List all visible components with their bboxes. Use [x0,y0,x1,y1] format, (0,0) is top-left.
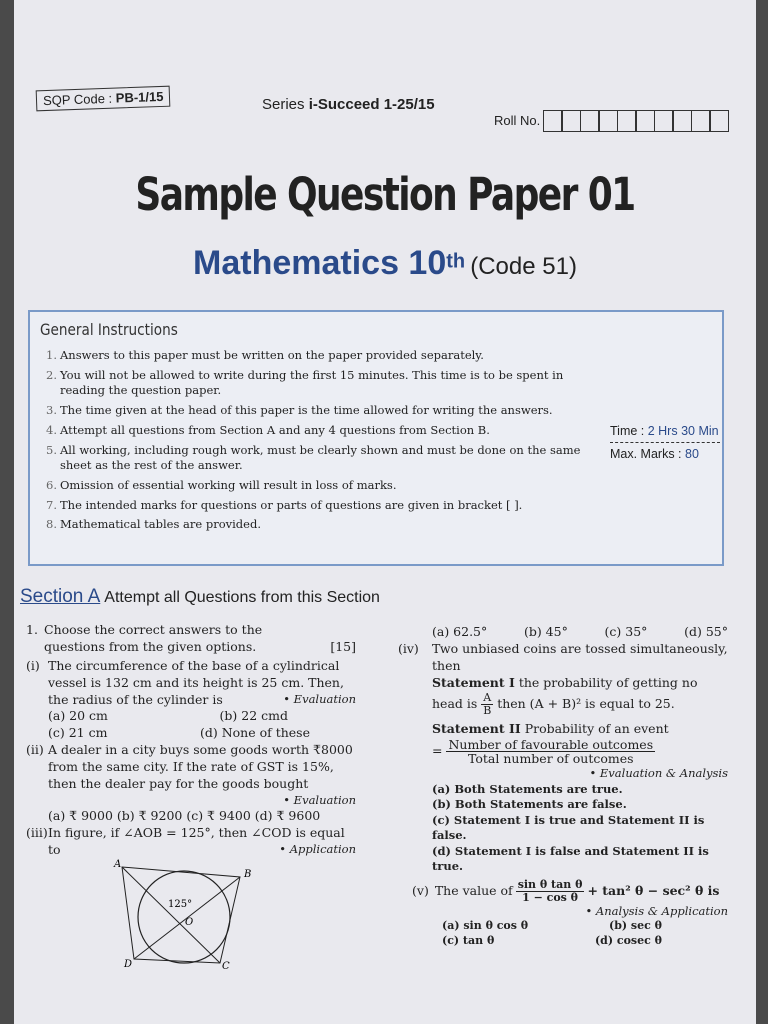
qv-frac-numerator: sin θ tan θ [517,877,583,891]
label-d: D [124,958,133,970]
label-a: A [114,858,122,870]
instruction-text: The time given at the head of this paper is the time allowed for writing the answers. [60,402,553,417]
qv-text: The value of [434,882,513,898]
roll-no-boxes[interactable] [544,110,729,132]
qiii-options [398,624,728,641]
angle-label: 125° [168,898,193,910]
left-column [26,622,356,971]
qi-text: The circumference of the base of a cylindrical vessel is 132 cm and its height is 25 cm. Then, the radius of the cylinder is [48,657,344,707]
prob-numerator: Number of favourable outcomes [448,736,654,752]
paper-subtitle [14,244,756,283]
qiii-option-a[interactable]: (a) 62.5° [432,624,488,639]
sqp-code-box [36,86,171,112]
qi-number: (i) [26,657,40,673]
probability-fraction [446,738,655,767]
series-prefix: Series [262,96,309,113]
instruction-text: Omission of essential working will result in loss of marks. [60,477,397,492]
section-a-heading [20,586,380,608]
series-value: i-Succeed 1-25/15 [308,96,435,113]
marks-label: Max. Marks : [610,447,686,461]
instruction-text: The intended marks for questions or parts of questions are given in bracket [ ]. [60,497,523,512]
time-line [610,424,720,438]
qv-option-b[interactable]: (b) sec θ [609,919,662,933]
instruction-number: 2. [46,367,57,382]
question-ii [26,742,356,825]
paper-title: Sample Question Paper 01 [135,168,635,221]
qi-option-b[interactable]: (b) 22 cmd [219,708,288,724]
qii-tag: • Evaluation [283,792,356,807]
qiv-statement-2 [432,721,728,738]
qv-number: (v) [412,882,429,898]
sqp-code-label: SQP Code : [42,90,117,109]
qv-frac-denominator: 1 − cos θ [522,890,579,904]
figure-quadrilateral [122,867,240,963]
instructions-list [46,348,606,537]
question-i [26,658,356,742]
frac-denominator: B [483,703,492,717]
subject-sup: th [446,250,466,273]
qiv-text: Two unbiased coins are tossed simultaneously, then [432,640,728,673]
qiv-probability-formula [432,738,728,767]
equals-sign: = [432,743,443,759]
roll-box[interactable] [543,110,563,132]
qi-options-row-2 [48,725,310,742]
instruction-number: 5. [46,442,57,457]
qiii-option-b[interactable]: (b) 45° [523,624,568,639]
label-o: O [185,916,194,928]
instruction-text: You will not be allowed to write during the first 15 minutes. This time is to be spent in reading the question paper. [60,367,564,397]
time-label: Time : [610,424,648,438]
instruction-number: 8. [46,517,57,532]
qiv-statement-1 [432,675,728,717]
subject-name: Mathematics 10 [193,244,447,282]
cyclic-quadrilateral-figure [112,859,262,971]
question-iv [398,641,728,875]
question-paper-page [14,0,756,1024]
instruction-item [46,423,606,438]
instruction-text: All working, including rough work, must be clearly shown and must be done on the same sheet as the rest of the answer. [60,442,581,472]
q1-marks: [15] [330,638,356,654]
figure-circle [138,871,230,963]
instruction-number: 4. [46,422,57,437]
qiv-option-c[interactable]: (c) Statement I is true and Statement II is false. [432,812,705,843]
qiv-option-b[interactable]: (b) Both Statements are false. [432,797,627,812]
instruction-text: Mathematical tables are provided. [60,517,261,532]
instruction-item [46,348,606,363]
roll-box[interactable] [672,110,692,132]
roll-box[interactable] [654,110,674,132]
instruction-number: 6. [46,477,57,492]
instruction-item [46,403,606,418]
qiv-s2-label: Statement II [432,720,521,736]
roll-box[interactable] [635,110,655,132]
instruction-item [46,498,606,513]
qi-tag: • Evaluation [283,691,356,706]
marks-value: 80 [685,447,699,461]
divider [610,442,720,443]
qiv-s2-text: Probability of an event [520,720,669,736]
right-column [398,624,728,949]
roll-box[interactable] [691,110,711,132]
subject-code: (Code 51) [470,253,577,280]
qv-option-a[interactable]: (a) sin θ cos θ [442,919,529,933]
qv-fraction [516,879,585,904]
qiii-tag: • Application [279,842,356,857]
qiv-s1-text-b: then (A + B)² is equal to 25. [493,695,675,711]
roll-box[interactable] [580,110,600,132]
qi-option-c[interactable]: (c) 21 cm [48,725,108,741]
qiv-s1-text-a: the probability of getting no head is [432,674,698,711]
qii-options[interactable]: (a) ₹ 9000 (b) ₹ 9200 (c) ₹ 9400 (d) ₹ 9600 [48,808,321,824]
question-1 [26,622,356,656]
qv-rest: + tan² θ − sec² θ is [587,882,720,898]
section-a-desc: Attempt all Questions from this Section [104,589,380,606]
label-b: B [244,868,252,880]
time-marks-box [610,424,720,461]
instruction-item [46,478,606,493]
instruction-item [46,517,606,532]
qiv-number: (iv) [398,640,419,656]
qiii-number: (iii) [26,825,48,841]
series-label [262,96,435,113]
question-iii [26,825,356,859]
qiv-option-d[interactable]: (d) Statement I is false and Statement II is true. [432,843,709,874]
q1-number: 1. [26,622,38,637]
instruction-number: 7. [46,497,57,512]
instruction-item [46,368,606,398]
roll-box[interactable] [709,110,729,132]
qiv-option-a[interactable]: (a) Both Statements are true. [432,781,623,796]
roll-box[interactable] [598,110,618,132]
qiii-option-c[interactable]: (c) 35° [604,624,648,639]
q1-text: Choose the correct answers to the questions from the given options. [44,622,263,654]
marks-line [610,447,720,461]
qv-option-d[interactable]: (d) cosec θ [594,934,662,948]
section-a-label: Section A [20,586,101,607]
qiii-text: In figure, if ∠AOB = 125°, then ∠COD is equal to [48,825,345,858]
question-v [398,879,728,904]
instructions-heading: General Instructions [40,320,178,339]
prob-denominator: Total number of outcomes [468,751,634,767]
qii-number: (ii) [26,742,44,758]
qi-option-a[interactable]: (a) 20 cm [48,708,108,724]
qiv-s1-label: Statement I [432,674,515,690]
instruction-text: Attempt all questions from Section A and any 4 questions from Section B. [60,422,490,437]
label-c: C [222,960,230,971]
instruction-item [46,443,606,473]
qi-option-d[interactable]: (d) None of these [199,725,310,741]
qi-options-row-1 [48,708,288,725]
qiv-tag: • Evaluation & Analysis [589,766,728,781]
qii-text: A dealer in a city buys some goods worth ₹8000 from the same city. If the rate of GST is 15%, then the dealer pay for the goods bought [48,742,353,791]
qiii-option-d[interactable]: (d) 55° [684,624,728,639]
qv-options-row-2 [442,934,662,949]
time-value: 2 Hrs 30 Min [647,424,719,438]
sqp-code-value: PB-1/15 [115,88,164,106]
roll-box[interactable] [561,110,581,132]
instruction-text: Answers to this paper must be written on the paper provided separately. [60,348,484,362]
qv-options-row-1 [442,919,662,934]
instruction-number: 1. [46,348,57,362]
general-instructions-box [28,310,724,566]
qv-option-c[interactable]: (c) tan θ [442,934,495,948]
diagonal-ac [122,867,220,963]
roll-box[interactable] [617,110,637,132]
instruction-number: 3. [46,402,57,417]
qiv-fraction [481,692,493,717]
roll-no-label: Roll No. [494,113,541,128]
frac-numerator: A [483,690,492,704]
qv-tag: • Analysis & Application [585,903,728,918]
